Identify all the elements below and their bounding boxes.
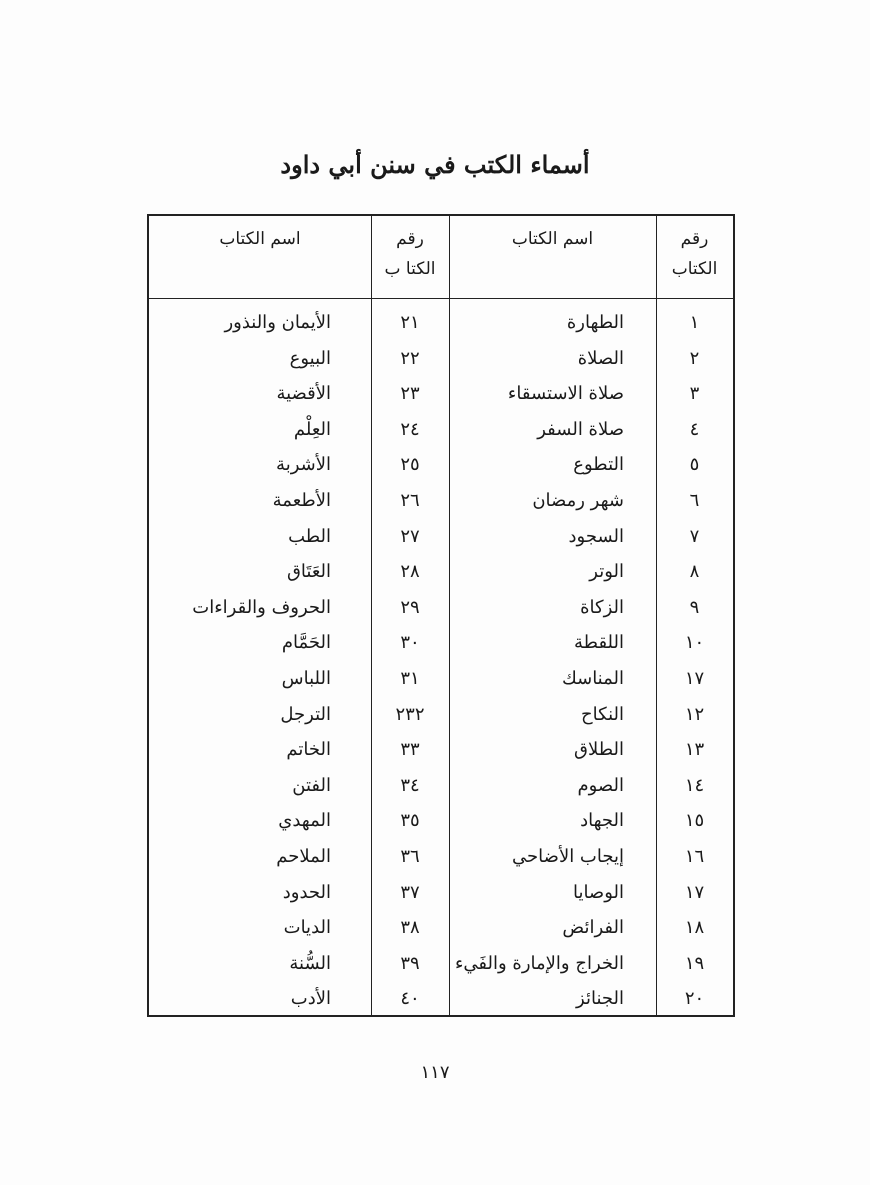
- book-name-cell: اللقطة: [574, 632, 624, 654]
- book-number-cell: ٢٧: [400, 525, 420, 547]
- table-row: [149, 342, 733, 376]
- book-name-cell: الحدود: [282, 881, 331, 903]
- book-name-cell: النكاح: [581, 703, 624, 725]
- book-number-cell: ٣٤: [400, 774, 420, 796]
- book-name-cell: البيوع: [289, 347, 331, 369]
- page-number: ١١٧: [420, 1062, 450, 1083]
- book-name-cell: الملاحم: [276, 846, 331, 867]
- header-number-label: رقم: [396, 229, 424, 249]
- table-row: [149, 520, 733, 554]
- header-number-sublabel: الكتاب: [671, 259, 718, 279]
- book-number-cell: ٣٦: [400, 846, 420, 867]
- book-name-cell: الأقضية: [276, 383, 331, 405]
- book-name-cell: الوصايا: [572, 881, 624, 903]
- book-name-cell: الأطعمة: [272, 490, 331, 511]
- book-number-cell: ٢: [689, 347, 700, 369]
- book-number-cell: ٥: [689, 454, 700, 476]
- book-name-cell: شهر رمضان: [532, 490, 624, 511]
- book-name-cell: السجود: [568, 525, 624, 547]
- table-row: [149, 911, 733, 945]
- table-row: [149, 377, 733, 411]
- table-row: [149, 769, 733, 803]
- header-name-right: اسم الكتاب: [511, 229, 594, 249]
- book-name-cell: الفتن: [292, 774, 331, 796]
- book-name-cell: صلاة الاستسقاء: [507, 383, 624, 405]
- book-number-cell: ١٢: [684, 703, 705, 725]
- book-number-cell: ١٣: [684, 739, 705, 761]
- book-name-cell: الزكاة: [580, 596, 624, 618]
- book-number-cell: ١: [689, 312, 700, 333]
- book-number-cell: ٣٣: [400, 739, 420, 761]
- table-row: [149, 448, 733, 482]
- page-title: أسماء الكتب في سنن أبي داود: [280, 150, 590, 179]
- table-row: [149, 626, 733, 660]
- book-name-cell: الحروف والقراءات: [192, 596, 331, 618]
- book-number-cell: ٢٢: [400, 347, 420, 369]
- table-row: [149, 947, 733, 981]
- table-row: [149, 555, 733, 589]
- book-number-cell: ٣٧: [400, 881, 420, 903]
- book-name-cell: المناسك: [561, 668, 624, 689]
- table-row: [149, 876, 733, 910]
- book-name-cell: الأدب: [290, 988, 331, 1010]
- book-name-cell: التطوع: [573, 454, 624, 476]
- book-name-cell: الخراج والإمارة والفَيء: [454, 952, 624, 974]
- book-number-cell: ٢١: [400, 312, 420, 333]
- header-number-label: رقم: [680, 229, 709, 249]
- book-number-cell: ١٧: [684, 881, 705, 903]
- header-number-sublabel: الكتا ب: [384, 259, 436, 279]
- book-number-cell: ٢٥: [400, 454, 420, 476]
- header-number-left: [371, 224, 449, 284]
- book-name-cell: الطهارة: [566, 312, 624, 333]
- book-number-cell: ٤: [689, 418, 700, 440]
- book-number-cell: ١٦: [684, 846, 705, 867]
- book-number-cell: ١٠: [684, 632, 705, 654]
- book-name-cell: الجهاد: [580, 810, 624, 832]
- table-row: [149, 982, 733, 1016]
- book-name-cell: الطب: [288, 525, 331, 547]
- book-number-cell: ٢٠: [684, 988, 705, 1010]
- books-table: [147, 214, 735, 1017]
- table-row: [149, 484, 733, 518]
- book-name-cell: الوتر: [589, 561, 624, 583]
- book-name-cell: إيجاب الأضاحي: [512, 846, 624, 867]
- book-number-cell: ٤٠: [400, 988, 420, 1010]
- book-name-cell: الصلاة: [577, 347, 624, 369]
- table-row: [149, 413, 733, 447]
- book-number-cell: ٣: [689, 383, 700, 405]
- table-row: [149, 306, 733, 340]
- table-row: [149, 840, 733, 874]
- book-number-cell: ٢٦: [400, 490, 420, 511]
- book-name-cell: الديات: [283, 917, 331, 939]
- book-name-cell: الصوم: [577, 774, 624, 796]
- book-number-cell: ٢٤: [400, 418, 420, 440]
- book-number-cell: ٢٣٢: [395, 703, 425, 725]
- book-number-cell: ١٤: [684, 774, 705, 796]
- book-number-cell: ٣٨: [400, 917, 420, 939]
- book-name-cell: الأيمان والنذور: [224, 312, 331, 333]
- book-name-cell: الفرائض: [562, 917, 624, 939]
- book-number-cell: ٣٠: [400, 632, 420, 654]
- book-number-cell: ١٩: [684, 952, 705, 974]
- book-number-cell: ٩: [689, 596, 700, 618]
- book-name-cell: الطلاق: [574, 739, 624, 761]
- book-number-cell: ٢٩: [400, 596, 420, 618]
- book-number-cell: ٢٨: [400, 561, 420, 583]
- book-number-cell: ١٧: [684, 668, 705, 689]
- book-name-cell: العَتَاق: [286, 561, 331, 583]
- book-number-cell: ٣١: [400, 668, 420, 689]
- book-name-cell: المهدي: [278, 810, 331, 832]
- table-row: [149, 698, 733, 732]
- book-number-cell: ٣٥: [400, 810, 420, 832]
- book-name-cell: الجنائز: [576, 988, 624, 1010]
- book-number-cell: ٢٣: [400, 383, 420, 405]
- book-number-cell: ٦: [689, 490, 700, 511]
- book-name-cell: الحَمَّام: [281, 632, 331, 654]
- header-number-right: [656, 224, 733, 284]
- book-name-cell: اللباس: [281, 668, 331, 689]
- table-row: [149, 733, 733, 767]
- book-number-cell: ٣٩: [400, 952, 420, 974]
- book-number-cell: ٨: [689, 561, 700, 583]
- book-name-cell: الخاتم: [286, 739, 331, 761]
- table-row: [149, 804, 733, 838]
- book-number-cell: ١٨: [684, 917, 705, 939]
- header-divider: [149, 298, 733, 299]
- table-row: [149, 591, 733, 625]
- book-number-cell: ١٥: [684, 810, 705, 832]
- book-name-cell: الترجل: [280, 703, 331, 725]
- book-name-cell: السُّنة: [289, 952, 331, 974]
- table-row: [149, 662, 733, 696]
- header-name-left: اسم الكتاب: [219, 229, 301, 249]
- book-name-cell: صلاة السفر: [537, 418, 624, 440]
- book-name-cell: العِلْم: [293, 418, 331, 440]
- book-name-cell: الأشربة: [276, 454, 331, 476]
- book-number-cell: ٧: [689, 525, 700, 547]
